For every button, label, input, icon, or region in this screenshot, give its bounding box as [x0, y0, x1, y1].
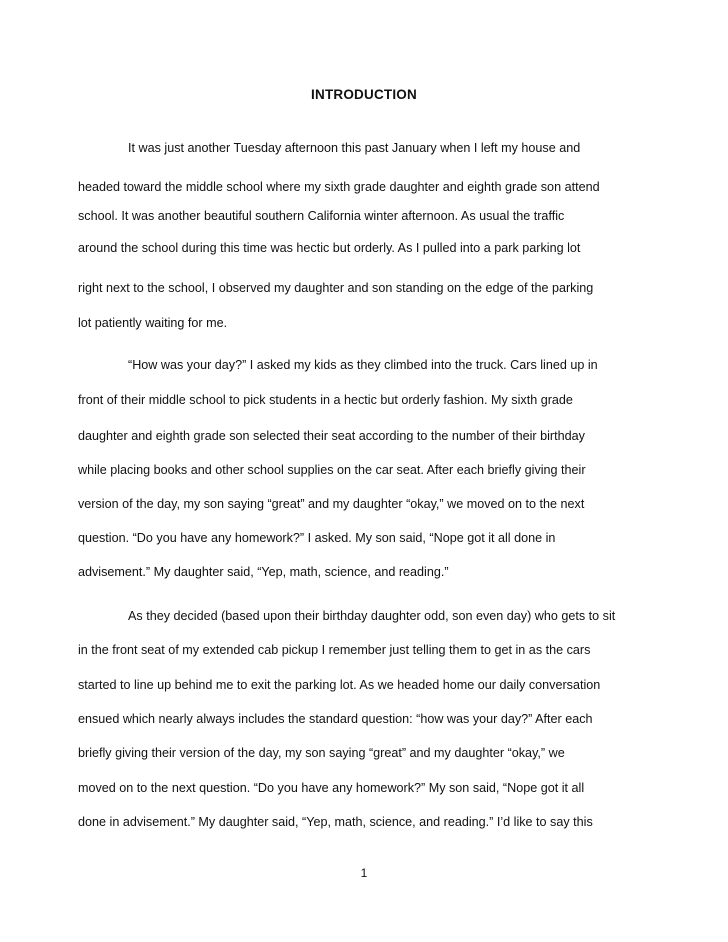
- document-title: INTRODUCTION: [311, 87, 417, 102]
- text-line: moved on to the next question. “Do you have any homework?” My son said, “Nope got it all: [78, 781, 585, 795]
- text-line: briefly giving their version of the day, my son saying “great” and my daughter “okay,” we: [78, 746, 565, 760]
- text-line: school. It was another beautiful southern California winter afternoon. As usual the traffic: [78, 209, 565, 223]
- text-line: right next to the school, I observed my daughter and son standing on the edge of the parking: [78, 281, 594, 295]
- text-line: front of their middle school to pick students in a hectic but orderly fashion. My sixth grade: [78, 393, 573, 407]
- text-line: headed toward the middle school where my sixth grade daughter and eighth grade son attend: [78, 180, 600, 194]
- text-line: As they decided (based upon their birthday daughter odd, son even day) who gets to sit: [128, 609, 616, 623]
- text-line: question. “Do you have any homework?” I asked. My son said, “Nope got it all done in: [78, 531, 556, 545]
- text-line: It was just another Tuesday afternoon this past January when I left my house and: [128, 141, 581, 155]
- text-line: started to line up behind me to exit the parking lot. As we headed home our daily conversation: [78, 678, 601, 692]
- text-line: lot patiently waiting for me.: [78, 316, 228, 330]
- text-line: version of the day, my son saying “great” and my daughter “okay,” we moved on to the next: [78, 497, 585, 511]
- text-line: in the front seat of my extended cab pickup I remember just telling them to get in as the cars: [78, 643, 591, 657]
- text-line: daughter and eighth grade son selected their seat according to the number of their birthday: [78, 429, 585, 443]
- text-line: done in advisement.” My daughter said, “Yep, math, science, and reading.” I’d like to say this: [78, 815, 593, 829]
- text-line: advisement.” My daughter said, “Yep, math, science, and reading.”: [78, 565, 449, 579]
- text-line: while placing books and other school supplies on the car seat. After each briefly giving their: [78, 463, 586, 477]
- text-line: around the school during this time was hectic but orderly. As I pulled into a park parking lot: [78, 241, 581, 255]
- text-line: “How was your day?” I asked my kids as they climbed into the truck. Cars lined up in: [128, 358, 598, 372]
- text-line: ensued which nearly always includes the standard question: “how was your day?” After each: [78, 712, 593, 726]
- page-number: 1: [360, 866, 368, 880]
